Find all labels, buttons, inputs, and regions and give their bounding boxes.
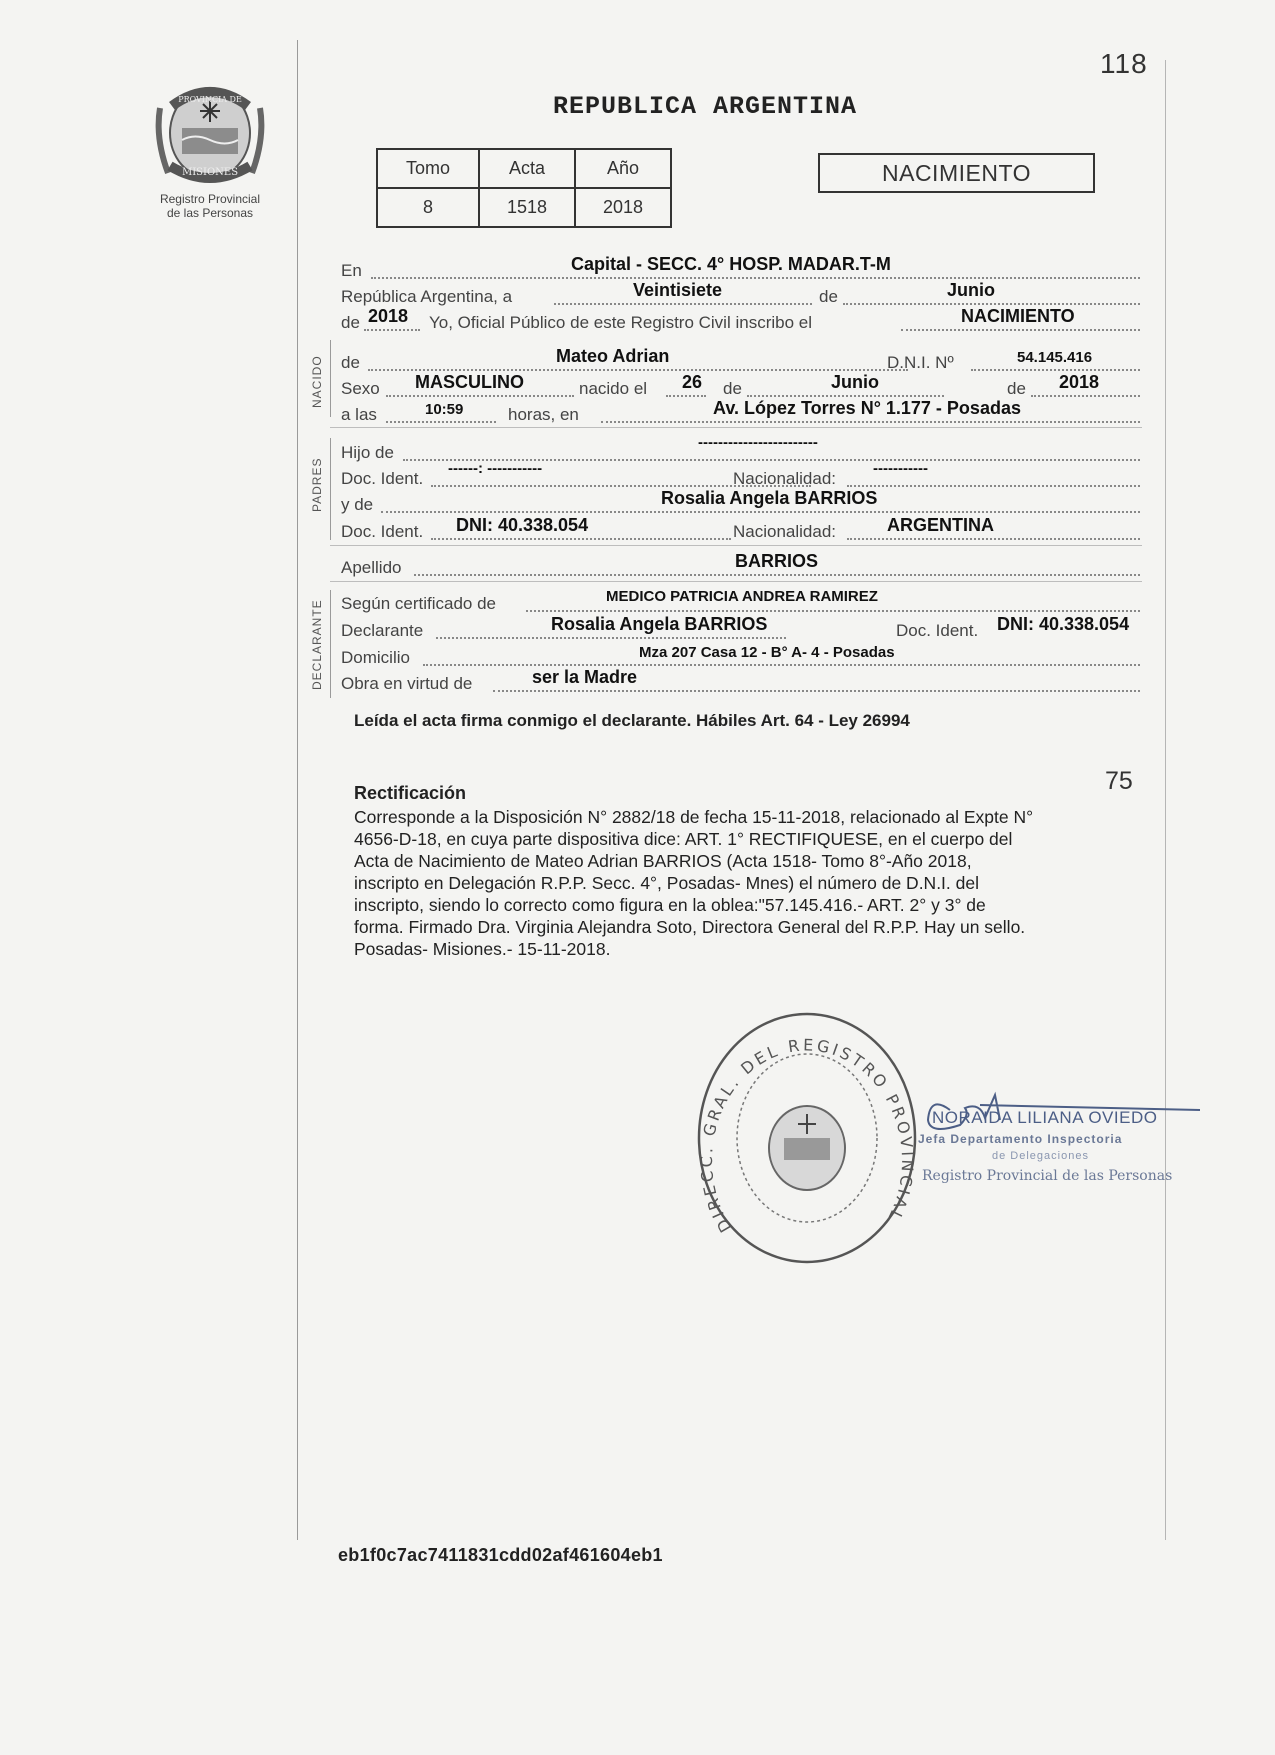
father-doc-value: ------: ----------- — [448, 460, 543, 477]
anio-label: Año — [575, 149, 671, 188]
rectification-number: 75 — [1105, 767, 1133, 795]
section-declarante: DECLARANTE — [310, 599, 324, 690]
rectification-line: Acta de Nacimiento de Mateo Adrian BARRIOS (Acta 1518- Tomo 8°-Año 2018, — [354, 851, 972, 871]
province-seal-icon — [150, 78, 270, 188]
rectification-line: Corresponde a la Disposición N° 2882/18 de fecha 15-11-2018, relacionado al Expte N° — [354, 807, 1034, 827]
de-label: de — [341, 353, 360, 372]
rectification-line: Posadas- Misiones.- 15-11-2018. — [354, 939, 611, 959]
svg-text:DIRECC. GRAL. DEL REGISTRO PRO: DIRECC. GRAL. DEL REGISTRO PROVINCIAL — [696, 1035, 918, 1236]
official-stamp-icon — [692, 1008, 922, 1268]
tomo-value: 8 — [377, 188, 479, 227]
seal-caption-line2: de las Personas — [166, 206, 254, 220]
acta-value: 1518 — [479, 188, 575, 227]
seal-caption — [140, 192, 280, 220]
certificate-value: MEDICO PATRICIA ANDREA RAMIREZ — [606, 588, 878, 605]
rectification-line: forma. Firmado Dra. Virginia Alejandra Soto, Directora General del R.P.P. Hay un sello. — [354, 917, 1026, 937]
surname-value: BARRIOS — [735, 551, 819, 571]
doc-label: Doc. Ident. — [341, 469, 424, 488]
doc-label: Doc. Ident. — [341, 522, 424, 541]
mother-value: Rosalia Angela BARRIOS — [661, 488, 878, 508]
place-value: Capital - SECC. 4° HOSP. MADAR.T-M — [571, 254, 891, 274]
svg-text:PROVINCIA DE: PROVINCIA DE — [178, 95, 242, 104]
left-margin-line — [297, 40, 298, 1540]
de-label: de — [1007, 379, 1026, 398]
segun-label: Según certificado de — [341, 594, 496, 613]
dni-label: D.N.I. Nº — [887, 353, 954, 372]
mother-nat-value: ARGENTINA — [887, 515, 994, 535]
rectification-line: 4656-D-18, en cuya parte dispositiva dice: ART. 1° RECTIFIQUESE, en el cuerpo del — [354, 829, 1013, 849]
time-value: 10:59 — [425, 401, 464, 418]
signer-role: Jefa Departamento Inspectoria — [918, 1132, 1123, 1146]
svg-text:MISIONES: MISIONES — [181, 167, 239, 178]
year-value: 2018 — [368, 306, 409, 326]
en-label: En — [341, 261, 362, 280]
doc-label: Doc. Ident. — [896, 621, 979, 640]
nacido-section-line — [330, 340, 331, 417]
yde-label: y de — [341, 495, 374, 514]
act-type-box: NACIMIENTO — [818, 153, 1095, 193]
de-label: de — [819, 287, 838, 306]
nacionalidad-label: Nacionalidad: — [733, 469, 837, 488]
page-number: 118 — [1100, 48, 1148, 79]
acta-label: Acta — [479, 149, 575, 188]
father-value: ------------------------ — [698, 434, 818, 451]
republica-label: República Argentina, a — [341, 287, 513, 306]
section-nacido: NACIDO — [310, 355, 324, 408]
document-hash: eb1f0c7ac7411831cdd02af461604eb1 — [338, 1545, 663, 1565]
padres-section-line — [330, 438, 331, 540]
rectification-title: Rectificación — [354, 783, 467, 803]
obra-value: ser la Madre — [532, 667, 638, 687]
country-title: REPUBLICA ARGENTINA — [553, 92, 858, 121]
act-word-value: NACIMIENTO — [961, 306, 1075, 326]
birth-year-value: 2018 — [1059, 372, 1100, 392]
sexo-label: Sexo — [341, 379, 380, 398]
sex-value: MASCULINO — [415, 372, 524, 392]
seal-caption-line1: Registro Provincial — [159, 192, 261, 206]
rectification-body — [354, 806, 1126, 960]
signer-name: NORAIDA LILIANA OVIEDO — [932, 1108, 1158, 1127]
separator — [330, 427, 1142, 428]
section-padres: PADRES — [310, 457, 324, 512]
day-value: Veintisiete — [633, 280, 723, 300]
rectification-line: inscripto en Delegación R.P.P. Secc. 4°, Posadas- Mnes) el número de D.N.I. del — [354, 873, 980, 893]
signer-institution: Registro Provincial de las Personas — [922, 1168, 1173, 1184]
birth-month-value: Junio — [831, 372, 879, 392]
obra-label: Obra en virtud de — [341, 674, 473, 693]
apellido-label: Apellido — [341, 558, 402, 577]
a-las-label: a las — [341, 405, 377, 424]
dots — [847, 477, 1140, 487]
birth-day-value: 26 — [682, 372, 703, 392]
anio-value: 2018 — [575, 188, 671, 227]
separator — [330, 545, 1142, 546]
registry-table — [376, 148, 672, 228]
signer-department: de Delegaciones — [992, 1150, 1089, 1162]
birth-place-value: Av. López Torres N° 1.177 - Posadas — [713, 398, 1021, 418]
domicilio-label: Domicilio — [341, 648, 410, 667]
declarante-label: Declarante — [341, 621, 424, 640]
nacido-label: nacido el — [579, 379, 648, 398]
name-value: Mateo Adrian — [556, 346, 670, 366]
declarant-value: Rosalia Angela BARRIOS — [551, 614, 768, 634]
de-label: de — [723, 379, 742, 398]
horas-label: horas, en — [508, 405, 579, 424]
de-label: de — [341, 313, 360, 332]
mother-doc-value: DNI: 40.338.054 — [456, 515, 589, 535]
declarante-section-line — [330, 590, 331, 698]
rectification-line: inscripto, siendo lo correcto como figura en la oblea:"57.145.416.- ART. 2° y 3° de — [354, 895, 986, 915]
father-nat-value: ----------- — [873, 460, 928, 477]
nacionalidad-label: Nacionalidad: — [733, 522, 837, 541]
closing-text: Leída el acta firma conmigo el declarante. Hábiles Art. 64 - Ley 26994 — [354, 711, 910, 730]
dni-value: 54.145.416 — [1017, 349, 1093, 366]
address-value: Mza 207 Casa 12 - B° A- 4 - Posadas — [639, 644, 895, 661]
hijo-label: Hijo de — [341, 443, 394, 462]
declarant-doc-value: DNI: 40.338.054 — [997, 614, 1130, 634]
month-value: Junio — [947, 280, 995, 300]
tomo-label: Tomo — [377, 149, 479, 188]
official-text: Yo, Oficial Público de este Registro Civil inscribo el — [429, 313, 812, 332]
separator — [330, 581, 1142, 582]
right-margin-line — [1165, 60, 1166, 1540]
